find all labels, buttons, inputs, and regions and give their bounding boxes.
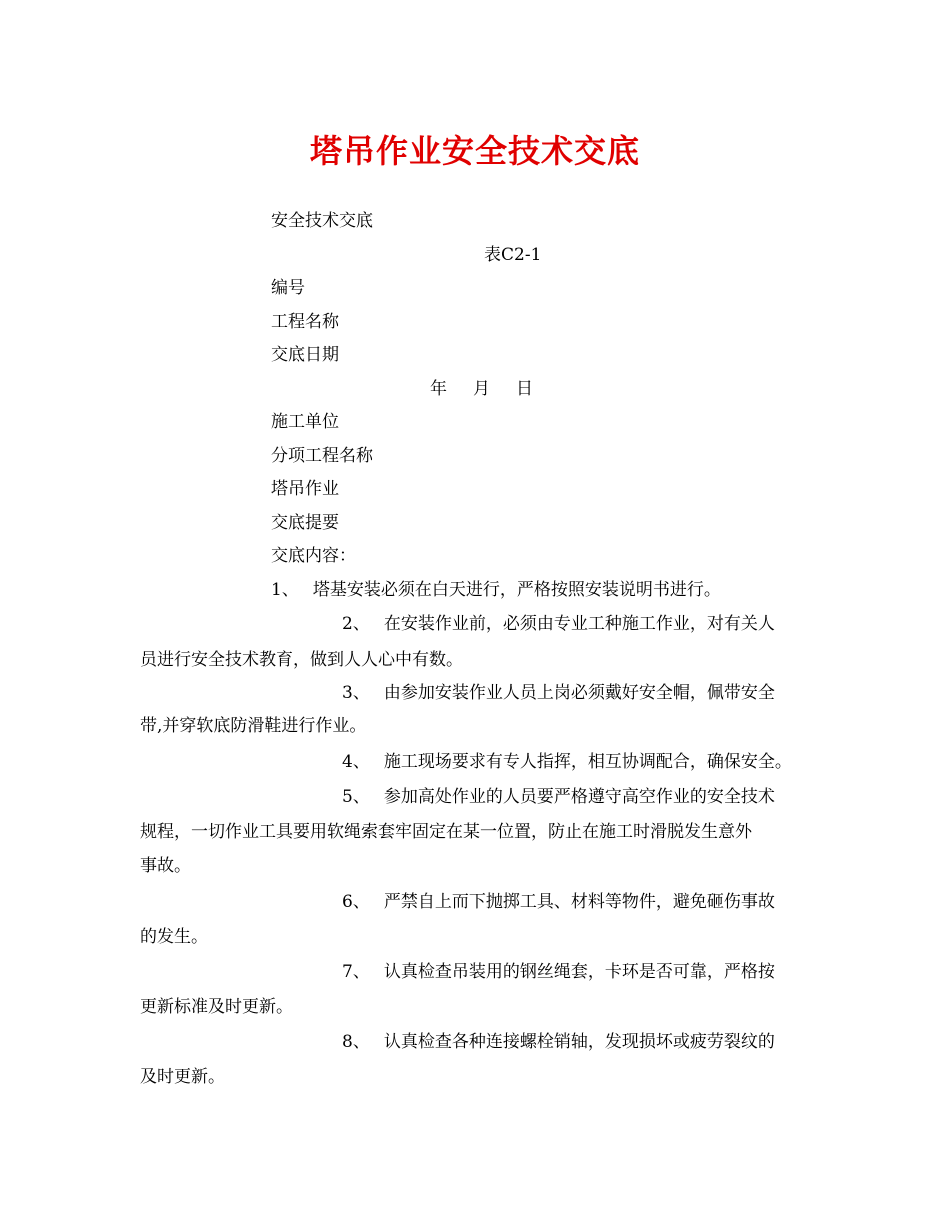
- list-item-5: [342, 785, 775, 809]
- field-summary: 交底提要: [271, 513, 339, 533]
- item-text: 认真检查吊装用的钢丝绳套，卡环是否可靠，严格按: [383, 962, 775, 982]
- list-item-2: [342, 612, 775, 636]
- item-text-continued: 员进行安全技术教育，做到人人心中有数。: [140, 650, 463, 670]
- list-item-7: [342, 960, 775, 984]
- list-item-1: [271, 578, 721, 602]
- field-content-label: 交底内容：: [271, 546, 356, 566]
- date-month: 月: [473, 379, 490, 399]
- item-text: 认真检查各种连接螺栓销轴，发现损坏或疲劳裂纹的: [383, 1032, 775, 1052]
- field-construction-unit: 施工单位: [271, 412, 339, 432]
- item-number: 8、: [342, 1032, 370, 1052]
- item-number: 1、: [271, 580, 299, 600]
- item-text: 由参加安装作业人员上岗必须戴好安全帽，佩带安全: [383, 683, 775, 703]
- item-text: 施工现场要求有专人指挥，相互协调配合，确保安全。: [383, 752, 792, 772]
- list-item-6: [342, 890, 775, 914]
- field-project-name: 工程名称: [271, 312, 339, 332]
- field-number: 编号: [271, 278, 305, 298]
- item-number: 2、: [342, 614, 370, 634]
- item-number: 4、: [342, 752, 370, 772]
- item-text: 塔基安装必须在白天进行，严格按照安装说明书进行。: [312, 580, 721, 600]
- field-sub-project-value: 塔吊作业: [271, 479, 339, 499]
- item-text-continued: 事故。: [140, 856, 191, 876]
- item-text-continued: 及时更新。: [140, 1067, 225, 1087]
- document-title: 塔吊作业安全技术交底: [309, 132, 640, 170]
- form-heading: 安全技术交底: [271, 211, 373, 231]
- form-code: 表C2-1: [484, 245, 542, 265]
- field-date: 交底日期: [271, 345, 339, 365]
- item-text: 严禁自上而下抛掷工具、材料等物件，避免砸伤事故: [383, 892, 775, 912]
- item-text-continued: 更新标准及时更新。: [140, 997, 293, 1017]
- item-number: 5、: [342, 787, 370, 807]
- item-text: 参加高处作业的人员要严格遵守高空作业的安全技术: [383, 787, 775, 807]
- list-item-4: [342, 750, 792, 774]
- item-text: 在安装作业前，必须由专业工种施工作业，对有关人: [383, 614, 775, 634]
- item-text-continued: 带,并穿软底防滑鞋进行作业。: [140, 716, 367, 736]
- item-number: 3、: [342, 683, 370, 703]
- item-text-continued: 规程，一切作业工具要用软绳索套牢固定在某一位置，防止在施工时滑脱发生意外: [140, 822, 752, 842]
- item-number: 6、: [342, 892, 370, 912]
- date-ymd: [430, 377, 559, 401]
- list-item-3: [342, 681, 775, 705]
- field-sub-project-name: 分项工程名称: [271, 446, 373, 466]
- item-text-continued: 的发生。: [140, 927, 208, 947]
- item-number: 7、: [342, 962, 370, 982]
- list-item-8: [342, 1030, 775, 1054]
- date-year: 年: [430, 379, 447, 399]
- date-day: 日: [516, 379, 533, 399]
